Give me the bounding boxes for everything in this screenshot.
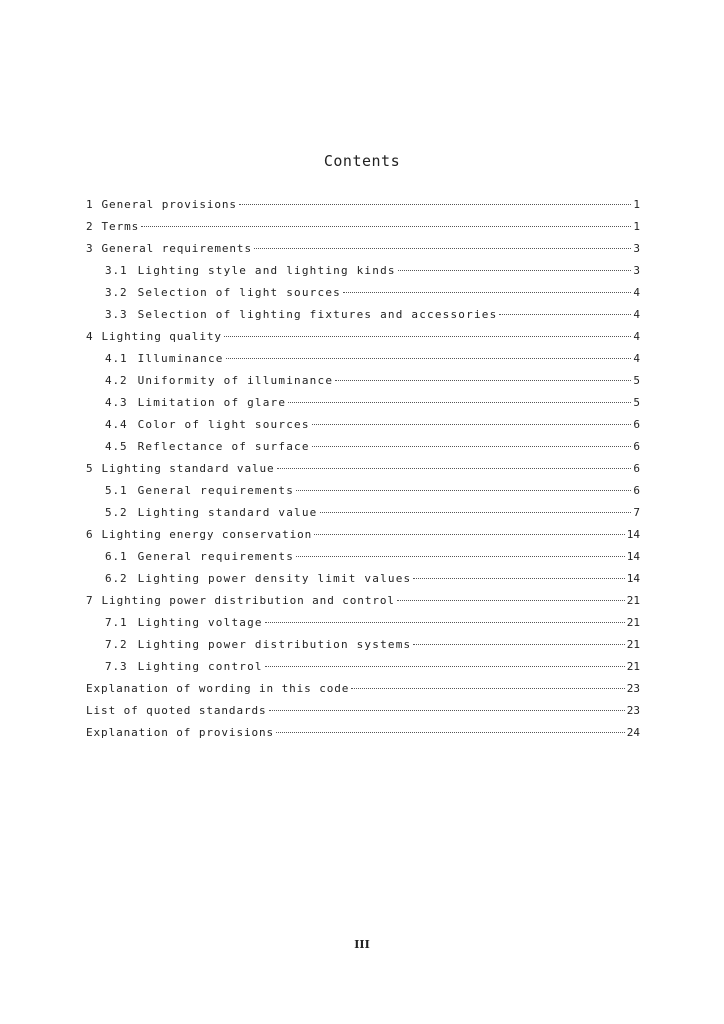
toc-entry-number: 4.1 <box>105 352 128 365</box>
toc-leader-dots <box>312 424 632 425</box>
toc-entry[interactable] <box>86 502 640 524</box>
toc-entry-page: 6 <box>633 462 640 475</box>
toc-entry[interactable] <box>86 634 640 656</box>
toc-entry-number: 5.2 <box>105 506 128 519</box>
toc-entry-number: 1 <box>86 198 94 211</box>
toc-entry-number: 3.3 <box>105 308 128 321</box>
toc-entry-number: 4.5 <box>105 440 128 453</box>
toc-entry-number: 5.1 <box>105 484 128 497</box>
toc-entry[interactable] <box>86 282 640 304</box>
toc-entry-label: List of quoted standards <box>86 704 267 717</box>
toc-entry-label: Illuminance <box>137 352 224 365</box>
toc-entry[interactable] <box>86 370 640 392</box>
toc-entry-label: Lighting power density limit values <box>137 572 412 585</box>
toc-leader-dots <box>276 732 625 733</box>
toc-entry-page: 6 <box>633 484 640 497</box>
toc-entry-page: 21 <box>626 638 640 651</box>
toc-entry-label: Lighting quality <box>101 330 222 343</box>
toc-entry-number: 3.2 <box>105 286 128 299</box>
toc-entry-number: 7 <box>86 594 94 607</box>
toc-entry-number: 4 <box>86 330 94 343</box>
toc-entry-page: 21 <box>626 660 640 673</box>
toc-entry[interactable] <box>86 524 640 546</box>
toc-entry-label: Lighting power distribution and control <box>101 594 395 607</box>
toc-entry[interactable] <box>86 568 640 590</box>
toc-entry[interactable] <box>86 480 640 502</box>
toc-leader-dots <box>288 402 631 403</box>
toc-entry-label: Lighting control <box>137 660 263 673</box>
toc-leader-dots <box>335 380 631 381</box>
toc-entry-page: 7 <box>633 506 640 519</box>
toc-entry-label: Selection of light sources <box>137 286 341 299</box>
toc-leader-dots <box>397 600 625 601</box>
toc-entry-number: 7.1 <box>105 616 128 629</box>
toc-entry-label: General requirements <box>137 550 295 563</box>
toc-entry-page: 23 <box>626 704 640 717</box>
toc-entry-page: 5 <box>633 374 640 387</box>
toc-entry-number: 4.2 <box>105 374 128 387</box>
toc-entry-number: 3.1 <box>105 264 128 277</box>
toc-leader-dots <box>296 556 625 557</box>
toc-leader-dots <box>314 534 625 535</box>
toc-entry-label: Lighting voltage <box>137 616 263 629</box>
toc-entry-number: 3 <box>86 242 94 255</box>
toc-leader-dots <box>224 336 631 337</box>
toc-entry[interactable] <box>86 612 640 634</box>
toc-entry-page: 1 <box>633 198 640 211</box>
toc-leader-dots <box>141 226 631 227</box>
toc-entry[interactable] <box>86 414 640 436</box>
toc-entry-page: 14 <box>626 572 640 585</box>
toc-entry-number: 7.2 <box>105 638 128 651</box>
toc-leader-dots <box>254 248 631 249</box>
toc-entry-number: 6.1 <box>105 550 128 563</box>
toc-leader-dots <box>226 358 632 359</box>
toc-leader-dots <box>499 314 631 315</box>
toc-leader-dots <box>320 512 632 513</box>
toc-leader-dots <box>413 644 624 645</box>
toc-entry[interactable] <box>86 348 640 370</box>
toc-entry-page: 3 <box>633 242 640 255</box>
toc-entry-page: 21 <box>626 594 640 607</box>
toc-leader-dots <box>312 446 632 447</box>
toc-entry-number: 4.4 <box>105 418 128 431</box>
toc-entry[interactable] <box>86 678 640 700</box>
toc-entry[interactable] <box>86 194 640 216</box>
toc-entry[interactable] <box>86 392 640 414</box>
page-title: Contents <box>323 152 401 170</box>
toc-entry-page: 4 <box>633 330 640 343</box>
toc-entry-number: 2 <box>86 220 94 233</box>
toc-entry[interactable] <box>86 216 640 238</box>
toc-entry[interactable] <box>86 260 640 282</box>
toc-entry-page: 6 <box>633 440 640 453</box>
toc-entry[interactable] <box>86 590 640 612</box>
toc-entry-label: Explanation of provisions <box>86 726 275 739</box>
toc-leader-dots <box>351 688 624 689</box>
toc-entry-page: 1 <box>633 220 640 233</box>
toc-entry-page: 4 <box>633 286 640 299</box>
toc-entry-label: Limitation of glare <box>137 396 287 409</box>
toc-entry[interactable] <box>86 326 640 348</box>
toc-entry-label: General provisions <box>101 198 237 211</box>
toc-entry-page: 14 <box>626 528 640 541</box>
toc-entry-label: Reflectance of surface <box>137 440 310 453</box>
toc-entry-number: 6 <box>86 528 94 541</box>
toc-leader-dots <box>277 468 632 469</box>
toc-entry-page: 6 <box>633 418 640 431</box>
toc-entry-label: Lighting standard value <box>101 462 275 475</box>
toc-leader-dots <box>398 270 632 271</box>
toc-entry-page: 21 <box>626 616 640 629</box>
toc-entry-label: Uniformity of illuminance <box>137 374 334 387</box>
toc-leader-dots <box>265 666 625 667</box>
toc-entry-page: 14 <box>626 550 640 563</box>
toc-leader-dots <box>343 292 631 293</box>
toc-entry-label: Lighting standard value <box>137 506 318 519</box>
toc-entry-page: 4 <box>633 308 640 321</box>
toc-entry-label: Terms <box>101 220 140 233</box>
toc-entry-label: General requirements <box>137 484 295 497</box>
toc-entry-label: General requirements <box>101 242 252 255</box>
toc-entry[interactable] <box>86 656 640 678</box>
toc-entry[interactable] <box>86 722 640 744</box>
toc-leader-dots <box>269 710 625 711</box>
toc-leader-dots <box>265 622 625 623</box>
toc-entry-page: 23 <box>626 682 640 695</box>
toc-entry-number: 6.2 <box>105 572 128 585</box>
toc-entry-number: 5 <box>86 462 94 475</box>
toc-entry-label: Color of light sources <box>137 418 310 431</box>
toc-entry-label: Lighting energy conservation <box>101 528 313 541</box>
toc-leader-dots <box>239 204 631 205</box>
toc-entry[interactable] <box>86 700 640 722</box>
toc-entry-label: Explanation of wording in this code <box>86 682 350 695</box>
toc-leader-dots <box>296 490 631 491</box>
toc-entry-label: Selection of lighting fixtures and accessories <box>137 308 498 321</box>
toc-entry-page: 5 <box>633 396 640 409</box>
toc-entry-number: 7.3 <box>105 660 128 673</box>
toc-leader-dots <box>413 578 624 579</box>
toc-entry[interactable] <box>86 304 640 326</box>
toc-entry-page: 3 <box>633 264 640 277</box>
toc-entry[interactable] <box>86 238 640 260</box>
toc-entry-page: 4 <box>633 352 640 365</box>
toc-entry-label: Lighting style and lighting kinds <box>137 264 396 277</box>
toc-entry-number: 4.3 <box>105 396 128 409</box>
toc-entry[interactable] <box>86 458 640 480</box>
toc-entry-page: 24 <box>626 726 640 739</box>
toc-entry[interactable] <box>86 546 640 568</box>
page-number: III <box>354 938 370 951</box>
toc-entry-label: Lighting power distribution systems <box>137 638 412 651</box>
table-of-contents <box>86 194 640 744</box>
toc-entry[interactable] <box>86 436 640 458</box>
